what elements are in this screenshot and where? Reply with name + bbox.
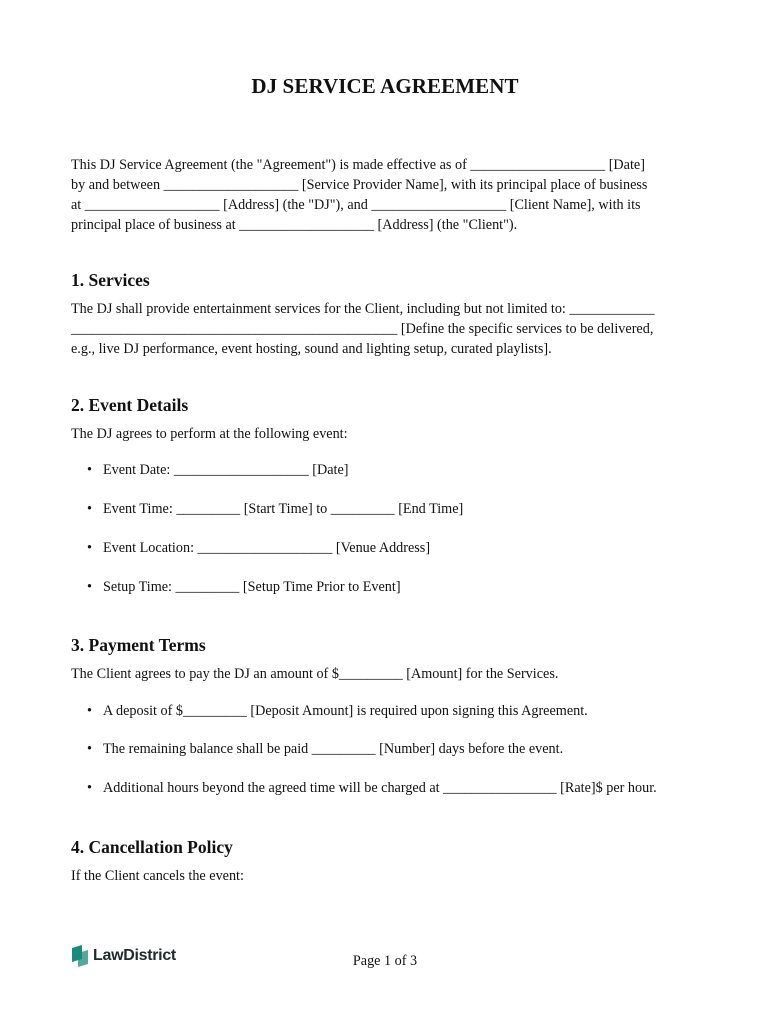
page-number: Page 1 of 3	[352, 953, 418, 969]
setup-time-line: Setup Time: _________ [Setup Time Prior to Event]	[103, 579, 401, 595]
event-time-line: Event Time: _________ [Start Time] to _________ [End Time]	[103, 501, 464, 517]
services-line: ______________________________________________ [Define the specific services to be delivered,	[71, 321, 654, 337]
list-item	[87, 780, 657, 797]
balance-line: The remaining balance shall be paid _________ [Number] days before the event.	[103, 741, 564, 757]
bullet-symbol: •	[87, 540, 92, 556]
deposit-line: A deposit of $_________ [Deposit Amount] is required upon signing this Agreement.	[103, 703, 588, 719]
cancellation-heading: 4. Cancellation Policy	[71, 837, 233, 857]
intro-line: at ___________________ [Address] (the "DJ"), and ___________________ [Client Name], with its	[71, 197, 641, 213]
event-location-line: Event Location: ___________________ [Venue Address]	[103, 540, 431, 556]
event-details-heading: 2. Event Details	[71, 395, 189, 415]
payment-terms-intro: The Client agrees to pay the DJ an amount of $_________ [Amount] for the Services.	[71, 666, 559, 682]
intro-line: This DJ Service Agreement (the "Agreement") is made effective as of ___________________ [Date]	[71, 157, 645, 173]
list-item	[87, 462, 348, 479]
cancellation-intro: If the Client cancels the event:	[71, 868, 244, 884]
list-item	[87, 501, 463, 518]
services-line: The DJ shall provide entertainment services for the Client, including but not limited to: ____________	[71, 301, 655, 317]
additional-hours-line: Additional hours beyond the agreed time will be charged at ________________ [Rate]$ per hour.	[103, 780, 657, 796]
list-item	[87, 579, 401, 596]
event-details-intro: The DJ agrees to perform at the following event:	[71, 426, 348, 442]
lawdistrict-logo-text: LawDistrict	[93, 947, 176, 964]
payment-terms-heading: 3. Payment Terms	[71, 635, 206, 655]
bullet-symbol: •	[87, 741, 92, 757]
intro-line: principal place of business at ___________________ [Address] (the "Client").	[71, 217, 518, 233]
list-item	[87, 703, 588, 720]
bullet-symbol: •	[87, 703, 92, 719]
services-line: e.g., live DJ performance, event hosting, sound and lighting setup, curated playlists].	[71, 341, 552, 357]
list-item	[87, 741, 563, 758]
bullet-symbol: •	[87, 780, 92, 796]
bullet-symbol: •	[87, 462, 92, 478]
bullet-symbol: •	[87, 501, 92, 517]
services-heading: 1. Services	[71, 270, 150, 290]
bullet-symbol: •	[87, 579, 92, 595]
document-title: DJ SERVICE AGREEMENT	[251, 74, 519, 98]
intro-line: by and between ___________________ [Service Provider Name], with its principal place of business	[71, 177, 648, 193]
event-date-line: Event Date: ___________________ [Date]	[103, 462, 349, 478]
list-item	[87, 540, 430, 557]
